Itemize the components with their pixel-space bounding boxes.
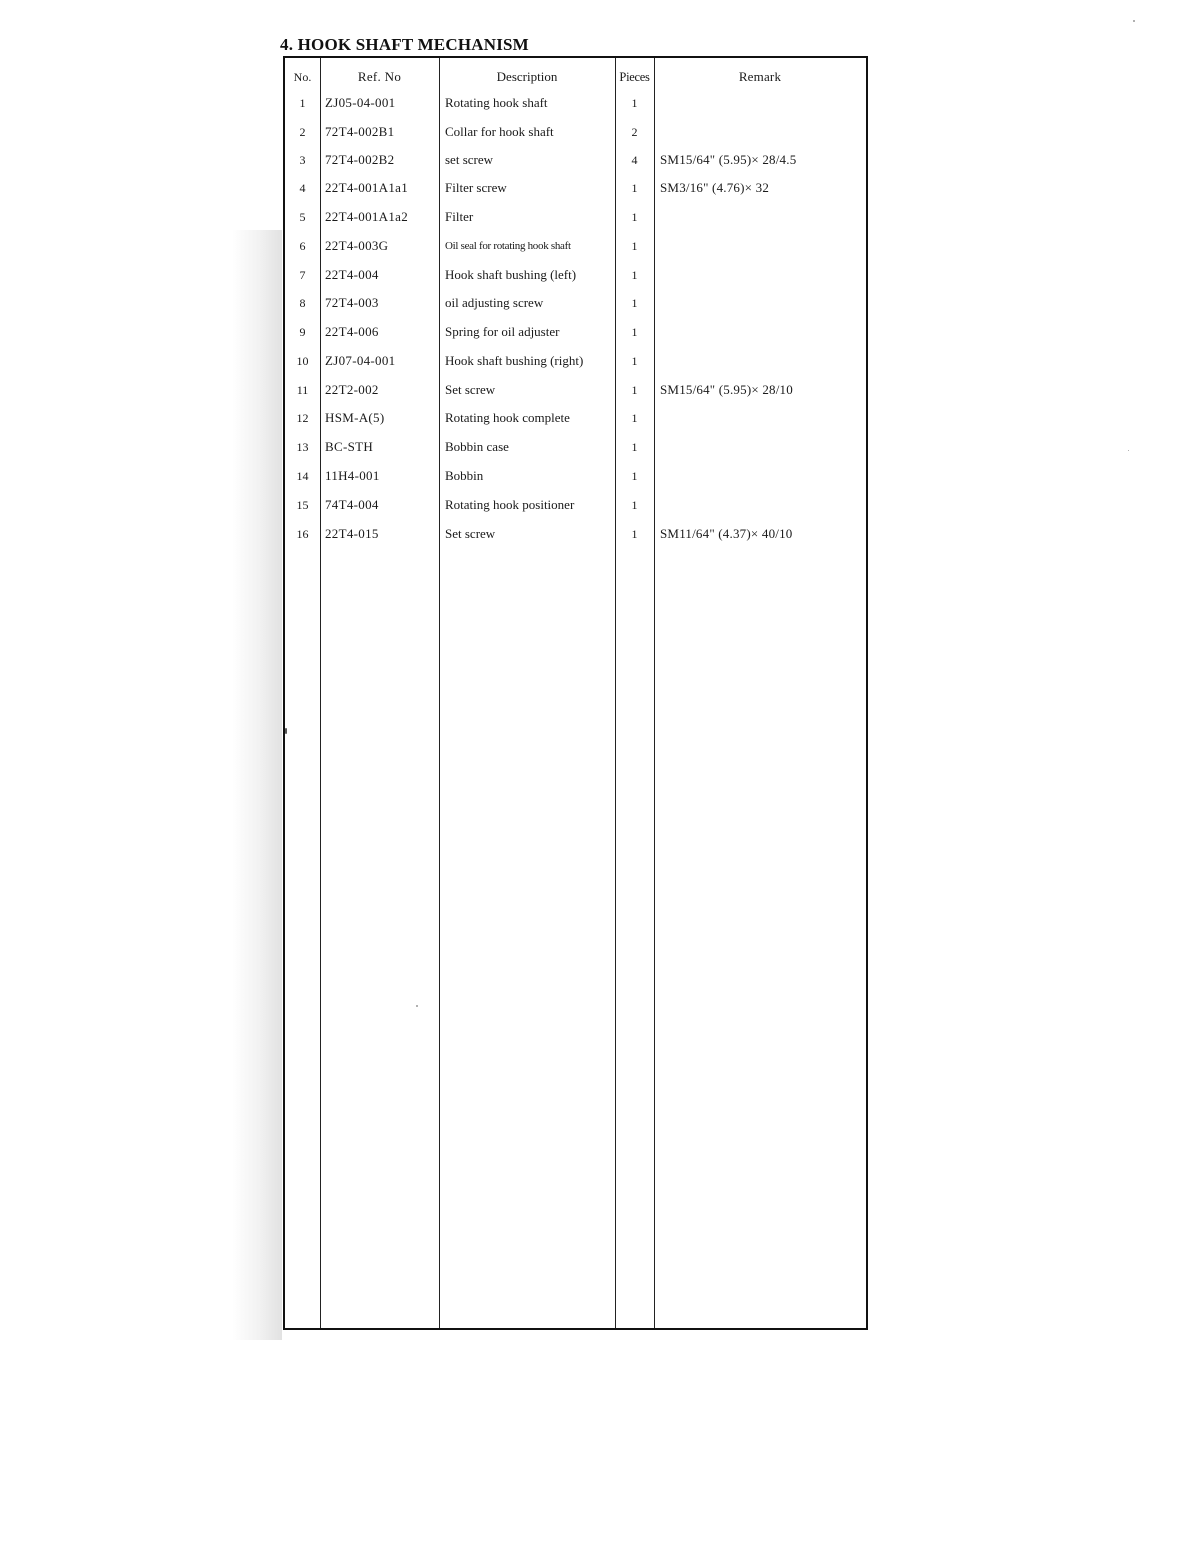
row-description: Hook shaft bushing (right)	[445, 353, 584, 368]
row-remark	[660, 433, 866, 461]
row-ref-no: 22T4-001A1a1	[325, 180, 409, 195]
row-no: 5	[299, 210, 306, 224]
row-no: 8	[299, 296, 306, 310]
row-no: 7	[299, 268, 306, 282]
row-description: Set screw	[445, 382, 496, 397]
row-ref-no: 22T4-004	[325, 267, 379, 282]
row-remark: SM15/64" (5.95)× 28/10	[660, 382, 793, 397]
row-pieces: 1	[631, 498, 638, 512]
row-remark	[660, 462, 866, 490]
table-row	[285, 462, 866, 490]
parts-table	[283, 56, 868, 1330]
header-no: No.	[293, 70, 312, 84]
row-ref-no: 11H4-001	[325, 468, 380, 483]
row-no: 9	[299, 325, 306, 339]
row-description: Collar for hook shaft	[445, 124, 554, 139]
row-remark	[660, 289, 866, 317]
row-ref-no: 22T4-001A1a2	[325, 209, 409, 224]
row-pieces: 1	[631, 354, 638, 368]
row-remark	[660, 203, 866, 231]
row-no: 10	[296, 354, 309, 368]
row-remark	[660, 118, 866, 146]
row-no: 6	[299, 239, 306, 253]
row-remark	[660, 232, 866, 260]
table-row	[285, 404, 866, 432]
table-row	[285, 146, 866, 174]
row-no: 4	[299, 181, 306, 195]
row-description: Rotating hook complete	[445, 410, 570, 425]
row-pieces: 1	[631, 325, 638, 339]
row-ref-no: 22T4-006	[325, 324, 379, 339]
row-remark	[660, 89, 866, 117]
row-pieces: 4	[631, 153, 638, 167]
row-pieces: 1	[631, 383, 638, 397]
row-pieces: 1	[631, 440, 638, 454]
table-row	[285, 433, 866, 461]
header-remark: Remark	[738, 69, 782, 84]
page-title: 4. HOOK SHAFT MECHANISM	[280, 35, 529, 54]
row-description: Oil seal for rotating hook shaft	[445, 240, 571, 252]
row-ref-no: 72T4-002B2	[325, 152, 395, 167]
row-description: Bobbin case	[445, 439, 509, 454]
table-row	[285, 118, 866, 146]
table-row	[285, 347, 866, 375]
row-description: Set screw	[445, 526, 496, 541]
row-no: 15	[296, 498, 309, 512]
row-ref-no: 22T4-003G	[325, 238, 389, 253]
table-row	[285, 318, 866, 346]
table-row	[285, 174, 866, 202]
row-description: Hook shaft bushing (left)	[445, 267, 577, 282]
row-remark: SM3/16" (4.76)× 32	[660, 180, 770, 195]
row-remark	[660, 347, 866, 375]
row-no: 11	[296, 383, 309, 397]
row-remark	[660, 261, 866, 289]
row-ref-no: 74T4-004	[325, 497, 379, 512]
table-row	[285, 89, 866, 117]
row-description: Rotating hook shaft	[445, 95, 548, 110]
row-description: Bobbin	[445, 468, 484, 483]
row-ref-no: 72T4-003	[325, 295, 379, 310]
row-no: 13	[296, 440, 309, 454]
table-row	[285, 203, 866, 231]
row-pieces: 1	[631, 239, 638, 253]
scan-speck	[285, 728, 287, 734]
row-pieces: 1	[631, 527, 638, 541]
row-pieces: 1	[631, 210, 638, 224]
scan-speck	[1128, 450, 1129, 451]
row-no: 2	[299, 125, 306, 139]
row-pieces: 1	[631, 411, 638, 425]
row-pieces: 1	[631, 181, 638, 195]
table-row	[285, 261, 866, 289]
row-ref-no: ZJ07-04-001	[325, 353, 396, 368]
row-no: 14	[296, 469, 309, 483]
row-description: Filter screw	[445, 180, 507, 195]
row-ref-no: ZJ05-04-001	[325, 95, 396, 110]
row-pieces: 1	[631, 96, 638, 110]
row-description: Rotating hook positioner	[445, 497, 575, 512]
row-remark	[660, 404, 866, 432]
table-row	[285, 376, 866, 404]
row-ref-no: 72T4-002B1	[325, 124, 395, 139]
row-description: Spring for oil adjuster	[445, 324, 560, 339]
table-row	[285, 520, 866, 548]
header-description: Description	[496, 69, 558, 84]
header-ref-no: Ref. No	[357, 69, 402, 84]
row-no: 3	[299, 153, 306, 167]
row-no: 12	[296, 411, 309, 425]
scan-shadow	[232, 230, 282, 1340]
row-no: 1	[299, 96, 306, 110]
header-pieces: Pieces	[619, 70, 650, 84]
row-ref-no: BC-STH	[325, 439, 374, 454]
row-ref-no: 22T2-002	[325, 382, 379, 397]
row-remark	[660, 491, 866, 519]
row-description: Filter	[445, 209, 474, 224]
row-no: 16	[296, 527, 309, 541]
row-pieces: 1	[631, 469, 638, 483]
row-pieces: 2	[631, 125, 638, 139]
scan-speck	[416, 1005, 418, 1007]
scan-speck	[1133, 20, 1135, 22]
row-remark: SM15/64" (5.95)× 28/4.5	[660, 152, 797, 167]
table-header	[285, 63, 866, 91]
table-row	[285, 491, 866, 519]
table-row	[285, 289, 866, 317]
row-pieces: 1	[631, 296, 638, 310]
row-description: set screw	[445, 152, 494, 167]
row-ref-no: HSM-A(5)	[325, 410, 385, 425]
row-pieces: 1	[631, 268, 638, 282]
row-remark	[660, 318, 866, 346]
row-remark: SM11/64" (4.37)× 40/10	[660, 526, 793, 541]
row-ref-no: 22T4-015	[325, 526, 379, 541]
row-description: oil adjusting screw	[445, 295, 544, 310]
table-row	[285, 232, 866, 260]
